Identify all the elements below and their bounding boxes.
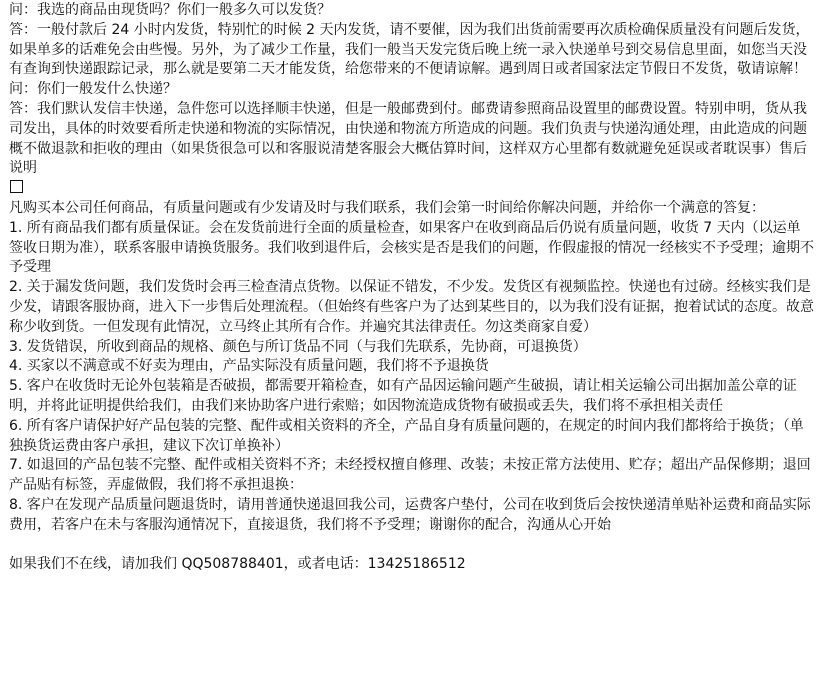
- checkbox-line: [9, 179, 814, 199]
- policy-item: 2. 关于漏发货问题，我们发货时会再三检查清点货物。以保证不错发，不少发。发货区有视频监控。快递也有过磅。经核实我们是少发，请跟客服协商，进入下一步售后处理流程。（但始终有些客户为了达到某些目的，以为我们没有证据，抱着试试的态度。故意称少收到货。一但发现有此情况，立马终止其所有合作。并遍究其法律责任。勿这类商家自爱）: [9, 279, 814, 335]
- policy-item: 8. 客户在发现产品质量问题退货时，请用普通快递退回我公司，运费客户垫付，公司在收到货后会按快递清单贴补运费和商品实际费用，若客户在未与客服沟通情况下，直接退货，我们将不予受理；谢谢你的配合，沟通从心开始: [9, 496, 811, 533]
- policy-item: 7. 如退回的产品包装不完整、配件或相关资料不齐；未经授权擅自修理、改装；未按正常方法使用、贮存；超出产品保修期；退回产品贴有标签，弄虚做假，我们将不承担退换：: [9, 457, 811, 494]
- policy-item: 1. 所有商品我们都有质量保证。会在发货前进行全面的质量检查，如果客户在收到商品后仍说有质量问题，收货 7 天内（以运单签收日期为准），联系客服申请换货服务。我们收到退件后，会核实是否是我们的问题，作假虚报的情况一经核实不予受理；逾期不予受理: [9, 219, 814, 276]
- policy-item: 4. 买家以不满意或不好卖为理由，产品实际没有质量问题，我们将不予退换货: [9, 358, 489, 375]
- spacer: [9, 536, 814, 556]
- policy-item: 3. 发货错误，所收到商品的规格、颜色与所订货品不同（与我们先联系，先协商，可退换货）: [9, 338, 587, 355]
- policy-item: 6. 所有客户请保护好产品包装的完整、配件或相关资料的齐全，产品自身有质量问题的，在规定的时间内我们都将给于换货；（单独换货运费由客户承担，建议下次订单换补）: [9, 417, 804, 454]
- checkbox-icon: [10, 180, 23, 193]
- faq-question-1: 问：我选的商品由现货吗？你们一般多久可以发货？: [9, 2, 331, 18]
- contact-line: 如果我们不在线，请加我们 QQ508788401，或者电话：13425186512: [9, 556, 466, 573]
- policy-item: 5. 客户在收货时无论外包装箱是否破损，都需要开箱检查，如有产品因运输问题产生破损，请让相关运输公司出据加盖公章的证明，并将此证明提供给我们，由我们来协助客户进行索赔；如因物流造成货物有破损或丢失，我们将不承担相关责任: [9, 378, 797, 414]
- policy-intro: 凡购买本公司任何商品，有质量问题或有少发请及时与我们联系，我们会第一时间给你解决问题，并给你一个满意的答复：: [9, 199, 765, 216]
- faq-question-2: 问：你们一般发什么快递？: [9, 81, 177, 98]
- faq-answer-1: 答：一般付款后 24 小时内发货，特别忙的时候 2 天内发货，请不要催，因为我们出货前需要再次质检确保质量没有问题后发货，如果单多的话难免会由些慢。另外，为了减少工作量，我们一般当天发完货后晚上统一录入快递单号到交易信息里面，如您当天没有查询到快递跟踪记录，那么就是要第二天才能发货，给您带来的不便请谅解。遇到周日或者国家法定节假日不发货，敬请谅解！: [9, 21, 810, 78]
- faq-answer-2: 答：我们默认发信丰快递，急件您可以选择顺丰快递，但是一般邮费到付。邮费请参照商品设置里的邮费设置。特别申明，货从我司发出，具体的时效要看所走快递和物流的实际情况，由快递和物流方所造成的问题。我们负责与快递沟通处理，由此造成的问题概不做退款和拒收的理由（如果货很急可以和客服说清楚客服会大概估算时间，这样双方心里都有数就避免延误或者耽误事）售后说明: [9, 100, 807, 177]
